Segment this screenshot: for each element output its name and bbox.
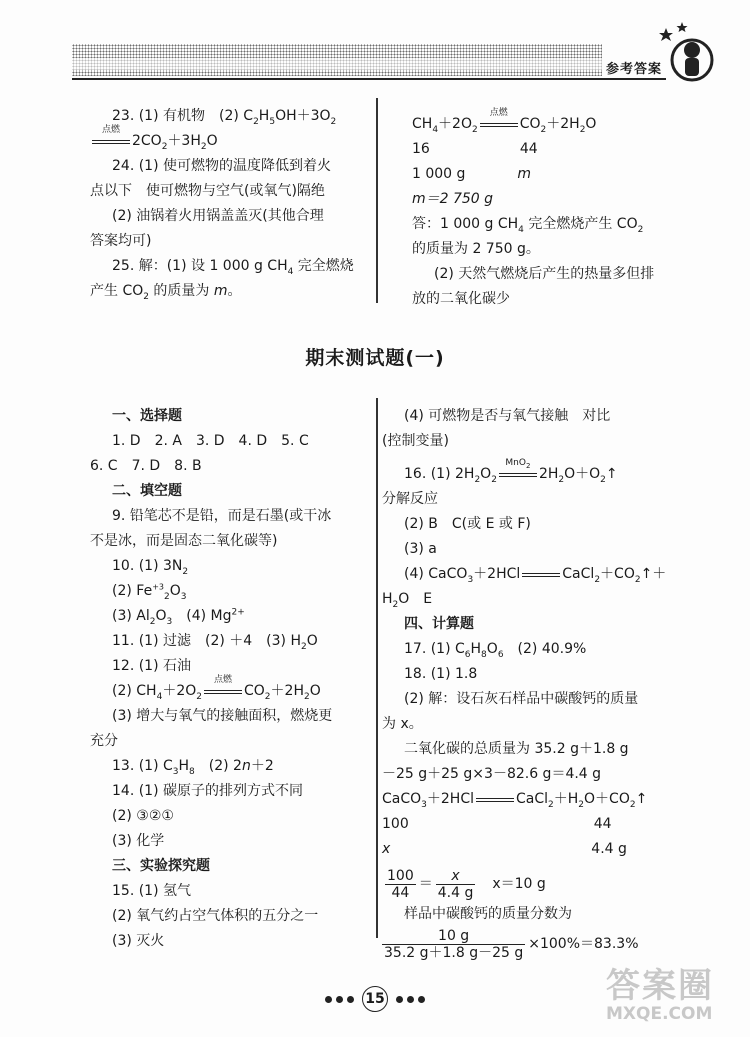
answer-18-2-line2: 为 x。 (382, 716, 423, 732)
answer-12-2: (2) $CH_4+2O_2$ 点燃 $CO_2+2H_2O$ (112, 675, 321, 702)
answer-15-1: 15. (1) 氢气 (112, 883, 191, 899)
answer-18-1: 18. (1) 1.8 (404, 666, 478, 682)
header-rule (72, 78, 666, 80)
answer-24-line2: 点以下 使可燃物与空气(或氧气)隔绝 (90, 183, 325, 199)
top-right-column (412, 108, 672, 312)
answer-24-line1: 24. (1) 使可燃物的温度降低到着火 (112, 158, 331, 174)
watermark (606, 968, 746, 1034)
bottom-left-column (90, 404, 360, 954)
section-title: 期末测试题(一) (305, 347, 445, 369)
mass-row: 1 000 g m (412, 166, 532, 182)
answer-15-2: (2) 氧气约占空气体积的五分之一 (112, 908, 319, 924)
reaction-arrow (520, 567, 562, 581)
answer-24-line4: 答案均可) (90, 233, 152, 249)
answer-16-1: 16. (1) $2H_2O_2$ MnO$_2$ $2H_2O+O_2↑$ (404, 458, 618, 485)
answer-24-line3: (2) 油锅着火用锅盖盖灭(其他合理 (112, 208, 324, 224)
answer-16-1-type: 分解反应 (382, 491, 438, 507)
answer-25-2-line2: 放的二氧化碳少 (412, 291, 510, 307)
answer-17: 17. (1) $C_6H_8O_6$ (2) 40.9% (404, 641, 587, 660)
answer-11: 11. (1) 过滤 (2) ＋4 (3) $H_2O$ (112, 633, 318, 652)
answer-15-3: (3) 灭火 (112, 933, 165, 949)
fraction: $\frac{x}{4.4 g}$ (437, 867, 474, 901)
answer-9-line2: 不是冰，而是固态二氧化碳等) (90, 533, 278, 549)
top-left-column (90, 104, 360, 304)
heading-experiment: 三、实验探究题 (112, 858, 210, 874)
answer-16-2: (2) B C(或 E 或 F) (404, 516, 531, 532)
fraction: $\frac{10 g}{35.2 g+1.8 g-25 g}$ (384, 927, 524, 961)
co2-total-line1: 二氧化碳的总质量为 35.2 g＋1.8 g (404, 741, 629, 757)
choice-answers-2: 6. C 7. D 8. B (90, 458, 202, 474)
answer-13: 13. (1) $C_3H_8$ (2) 2n＋2 (112, 758, 274, 777)
reaction-arrow (474, 792, 516, 806)
watermark-logo-text: 答案圈 (606, 966, 714, 1006)
methane-equation: $CH_4+2O_2$ 点燃 $CO_2+2H_2O$ (412, 108, 597, 135)
answer-15-4-line1: (4) 可燃物是否与氧气接触 对比 (404, 408, 611, 424)
caco3-equation: CaCO$_3$＋2HCl $CaCl_2+H_2O+CO_2↑$ (382, 791, 648, 810)
heading-calculation: 四、计算题 (404, 616, 474, 632)
proportion-line: $\frac{100}{44}$ ＝ $\frac{x}{4.4 g}$ x＝10 g (387, 867, 546, 901)
answer-16-4-line1: (4) CaCO$_3$＋2HCl $CaCl_2+CO_2↑+$ (404, 566, 667, 585)
choice-answers-1: 1. D 2. A 3. D 4. D 5. C (112, 433, 309, 449)
answer-10-2: (2) $Fe^{+3}_2O_3$ (112, 582, 187, 602)
watermark-url: MXQE.COM (606, 1004, 713, 1024)
percent-heading: 样品中碳酸钙的质量分数为 (404, 906, 572, 922)
header-title: 参考答案 (606, 62, 663, 77)
reaction-arrow: MnO$_2$ (497, 467, 539, 481)
fraction: $\frac{100}{44}$ (387, 867, 414, 901)
answer-14-3: (3) 化学 (112, 833, 165, 849)
answer-25-line1: 25. 解：(1) 设 1 000 g $CH_4$ 完全燃烧 (112, 258, 354, 277)
reaction-arrow: 点燃 (478, 117, 520, 131)
column-divider-top (376, 98, 378, 303)
answer-16-3: (3) a (404, 541, 437, 557)
answer-14-2: (2) ③②① (112, 808, 174, 824)
answer-12-1: 12. (1) 石油 (112, 658, 191, 674)
bottom-right-column (382, 404, 682, 961)
reaction-arrow: 点燃 (90, 134, 132, 148)
percent-formula: $\frac{10 g}{35.2 g+1.8 g-25 g}$ ×100%＝83.3% (384, 927, 639, 961)
answer-25-2-line1: (2) 天然气燃烧后产生的热量多但排 (434, 266, 655, 282)
answer-23-line1: 23. (1) 有机物 (2) $C_2H_5OH+3O_2$ (112, 108, 337, 127)
heading-fill: 二、填空题 (112, 483, 182, 499)
header-dot-band-fade (72, 58, 602, 70)
answer-line1: 答：1 000 g $CH_4$ 完全燃烧产生 $CO_2$ (412, 216, 644, 235)
answer-12-3-line1: (3) 增大与氧气的接触面积，燃烧更 (112, 708, 333, 724)
column-divider-bottom (376, 398, 378, 938)
answer-23-line2: 点燃 $2CO_2+3H_2O$ (90, 129, 360, 154)
answer-10-3: (3) $Al_2O_3$ (4) $Mg^{2+}$ (112, 607, 245, 627)
answer-18-2-line1: (2) 解：设石灰石样品中碳酸钙的质量 (404, 691, 639, 707)
co2-total-line2: －25 g＋25 g×3－82.6 g＝4.4 g (382, 766, 602, 782)
answer-9-line1: 9. 铅笔芯不是铅，而是石墨(或干冰 (112, 508, 332, 524)
answer-16-4-line2: $H_2O$ E (382, 591, 433, 610)
page-number-value: 15 (362, 986, 388, 1012)
ratio-row-2: x 4.4 g (382, 841, 627, 857)
answer-14-1: 14. (1) 碳原子的排列方式不同 (112, 783, 303, 799)
molar-mass-row: 16 44 (412, 141, 538, 157)
answer-15-4-line2: (控制变量) (382, 433, 449, 449)
mascot-logo-icon (652, 18, 724, 90)
ratio-row-1: 100 44 (382, 816, 612, 832)
heading-choice: 一、选择题 (112, 408, 182, 424)
answer-12-3-line2: 充分 (90, 733, 118, 749)
answer-10-1: 10. (1) $3N_2$ (112, 558, 189, 577)
reaction-arrow: 点燃 (202, 684, 244, 698)
result-line: m＝2 750 g (412, 191, 494, 207)
answer-25-line2: 产生 $CO_2$ 的质量为 m。 (90, 283, 242, 302)
answer-line2: 的质量为 2 750 g。 (412, 241, 540, 257)
